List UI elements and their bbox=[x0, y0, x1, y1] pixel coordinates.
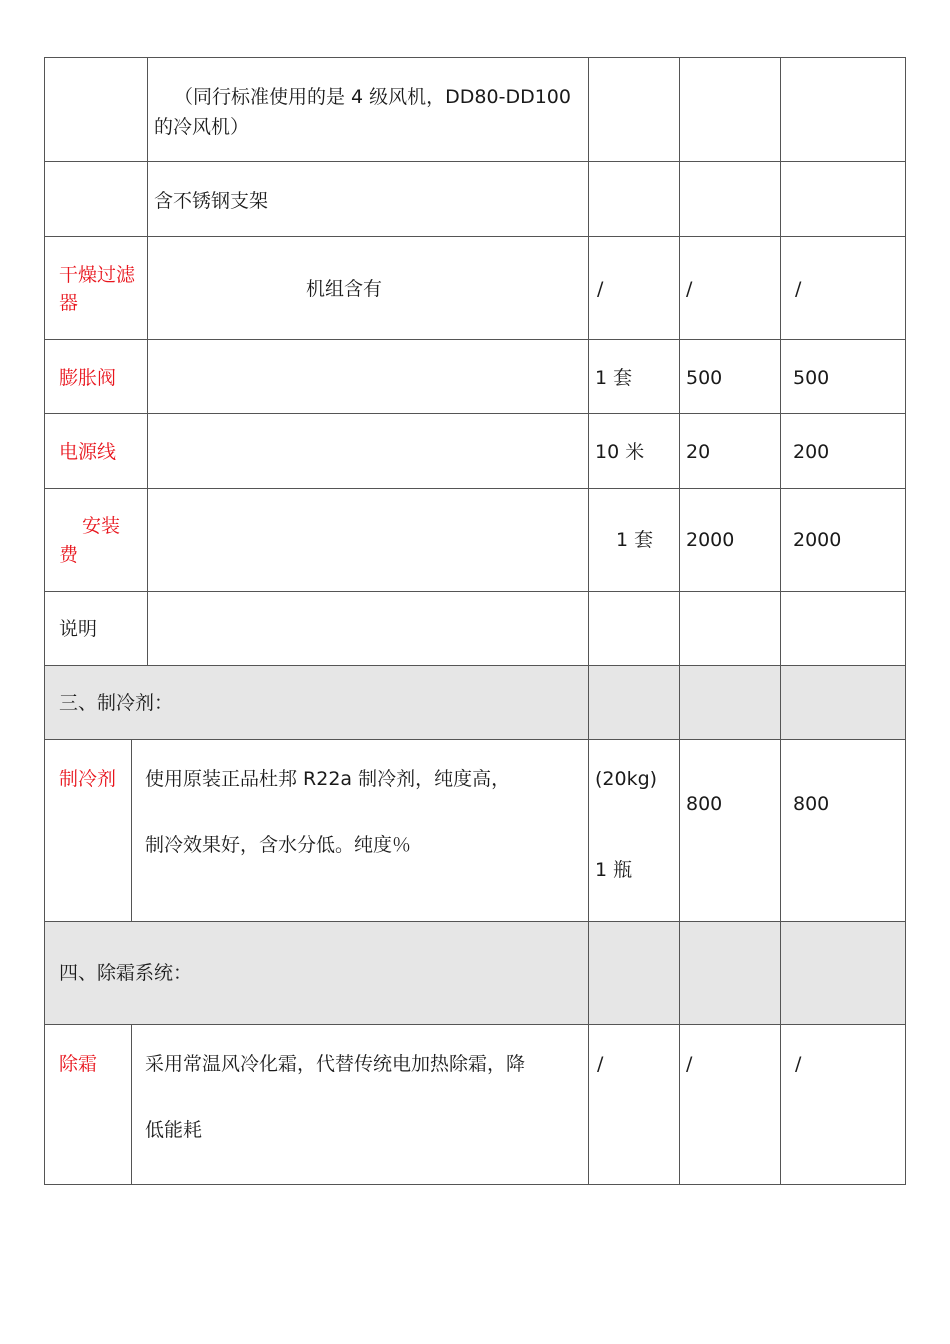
description-line: 使用原装正品杜邦 R22a 制冷剂，纯度高， bbox=[145, 768, 511, 790]
section-title-cell bbox=[45, 922, 589, 1024]
table-row bbox=[45, 592, 905, 666]
quotation-table bbox=[44, 57, 906, 1185]
item-name-cell bbox=[45, 237, 148, 339]
item-name: 膨胀阀 bbox=[59, 367, 117, 389]
quantity-value: 1 瓶 bbox=[595, 859, 633, 881]
total-value: 200 bbox=[793, 441, 830, 463]
section-title: 三、制冷剂： bbox=[59, 692, 174, 714]
item-name-cell bbox=[45, 414, 148, 488]
price-cell bbox=[680, 340, 781, 413]
total-value: / bbox=[795, 278, 802, 300]
price-cell bbox=[680, 414, 781, 488]
quantity-cell bbox=[589, 162, 680, 236]
total-cell bbox=[781, 414, 905, 488]
price-value: 500 bbox=[686, 367, 723, 389]
description-cell bbox=[148, 489, 589, 591]
item-name: 电源线 bbox=[59, 441, 117, 463]
quantity-cell bbox=[589, 58, 680, 161]
total-value: 2000 bbox=[793, 529, 842, 551]
total-cell bbox=[781, 237, 905, 339]
total-value: 800 bbox=[793, 793, 830, 815]
table-row bbox=[45, 58, 905, 162]
quantity-cell bbox=[589, 489, 680, 591]
price-value: / bbox=[686, 1053, 693, 1075]
item-name: 费 bbox=[59, 544, 79, 566]
item-name: 说明 bbox=[59, 618, 98, 640]
table-row bbox=[45, 489, 905, 592]
quantity-value: / bbox=[597, 1053, 604, 1075]
section-title-cell bbox=[45, 666, 589, 739]
total-cell bbox=[781, 162, 905, 236]
table-row bbox=[45, 740, 905, 922]
item-name-cell bbox=[45, 1025, 132, 1184]
description-cell bbox=[148, 592, 589, 665]
total-value: / bbox=[795, 1053, 802, 1075]
section-title: 四、除霜系统： bbox=[59, 962, 193, 984]
total-value: 500 bbox=[793, 367, 830, 389]
item-name-cell bbox=[45, 740, 132, 921]
description-line: 机组含有 bbox=[306, 278, 383, 300]
price-value: 2000 bbox=[686, 529, 735, 551]
total-cell bbox=[781, 340, 905, 413]
price-cell bbox=[680, 237, 781, 339]
item-name-cell bbox=[45, 592, 148, 665]
description-line: （同行标准使用的是 4 级风机，DD80-DD100 bbox=[174, 86, 571, 108]
description-cell bbox=[148, 237, 589, 339]
description-cell bbox=[148, 58, 589, 161]
total-cell bbox=[781, 489, 905, 591]
price-cell bbox=[680, 922, 781, 1024]
total-cell bbox=[781, 922, 905, 1024]
quantity-cell bbox=[589, 237, 680, 339]
description-line: 采用常温风冷化霜，代替传统电加热除霜，降 bbox=[145, 1053, 526, 1075]
price-cell bbox=[680, 489, 781, 591]
description-line: 低能耗 bbox=[145, 1119, 203, 1141]
price-value: / bbox=[686, 278, 693, 300]
quantity-cell bbox=[589, 740, 680, 921]
total-cell bbox=[781, 740, 905, 921]
table-row bbox=[45, 237, 905, 340]
item-name: 除霜 bbox=[59, 1053, 98, 1075]
description-cell bbox=[148, 162, 589, 236]
table-row bbox=[45, 340, 905, 414]
description-line: 制冷效果好，含水分低。纯度％ bbox=[145, 834, 412, 856]
total-cell bbox=[781, 666, 905, 739]
price-cell bbox=[680, 58, 781, 161]
quantity-value: / bbox=[597, 278, 604, 300]
quantity-cell bbox=[589, 666, 680, 739]
table-row bbox=[45, 1025, 905, 1184]
price-cell bbox=[680, 1025, 781, 1184]
description-cell bbox=[132, 1025, 589, 1184]
quantity-cell bbox=[589, 922, 680, 1024]
item-name-cell bbox=[45, 58, 148, 161]
description-cell bbox=[148, 414, 589, 488]
quantity-cell bbox=[589, 414, 680, 488]
quantity-cell bbox=[589, 592, 680, 665]
price-cell bbox=[680, 740, 781, 921]
item-name: 制冷剂 bbox=[59, 768, 117, 790]
description-line: 含不锈钢支架 bbox=[154, 190, 269, 212]
quantity-value: 10 米 bbox=[595, 441, 645, 463]
section-header-row bbox=[45, 922, 905, 1025]
quantity-value: 1 套 bbox=[616, 529, 654, 551]
total-cell bbox=[781, 58, 905, 161]
table-row bbox=[45, 414, 905, 489]
table-row bbox=[45, 162, 905, 237]
quantity-value: (20kg) bbox=[595, 768, 658, 790]
total-cell bbox=[781, 1025, 905, 1184]
price-cell bbox=[680, 666, 781, 739]
section-header-row bbox=[45, 666, 905, 740]
description-line: 的冷风机） bbox=[154, 116, 250, 138]
description-cell bbox=[132, 740, 589, 921]
price-cell bbox=[680, 592, 781, 665]
item-name-cell bbox=[45, 162, 148, 236]
quantity-cell bbox=[589, 1025, 680, 1184]
price-cell bbox=[680, 162, 781, 236]
description-cell bbox=[148, 340, 589, 413]
quantity-value: 1 套 bbox=[595, 367, 633, 389]
price-value: 20 bbox=[686, 441, 711, 463]
item-name-cell bbox=[45, 489, 148, 591]
item-name-cell bbox=[45, 340, 148, 413]
item-name: 器 bbox=[59, 292, 79, 314]
price-value: 800 bbox=[686, 793, 723, 815]
quantity-cell bbox=[589, 340, 680, 413]
item-name: 安装 bbox=[82, 515, 121, 537]
total-cell bbox=[781, 592, 905, 665]
item-name: 干燥过滤 bbox=[59, 264, 136, 286]
